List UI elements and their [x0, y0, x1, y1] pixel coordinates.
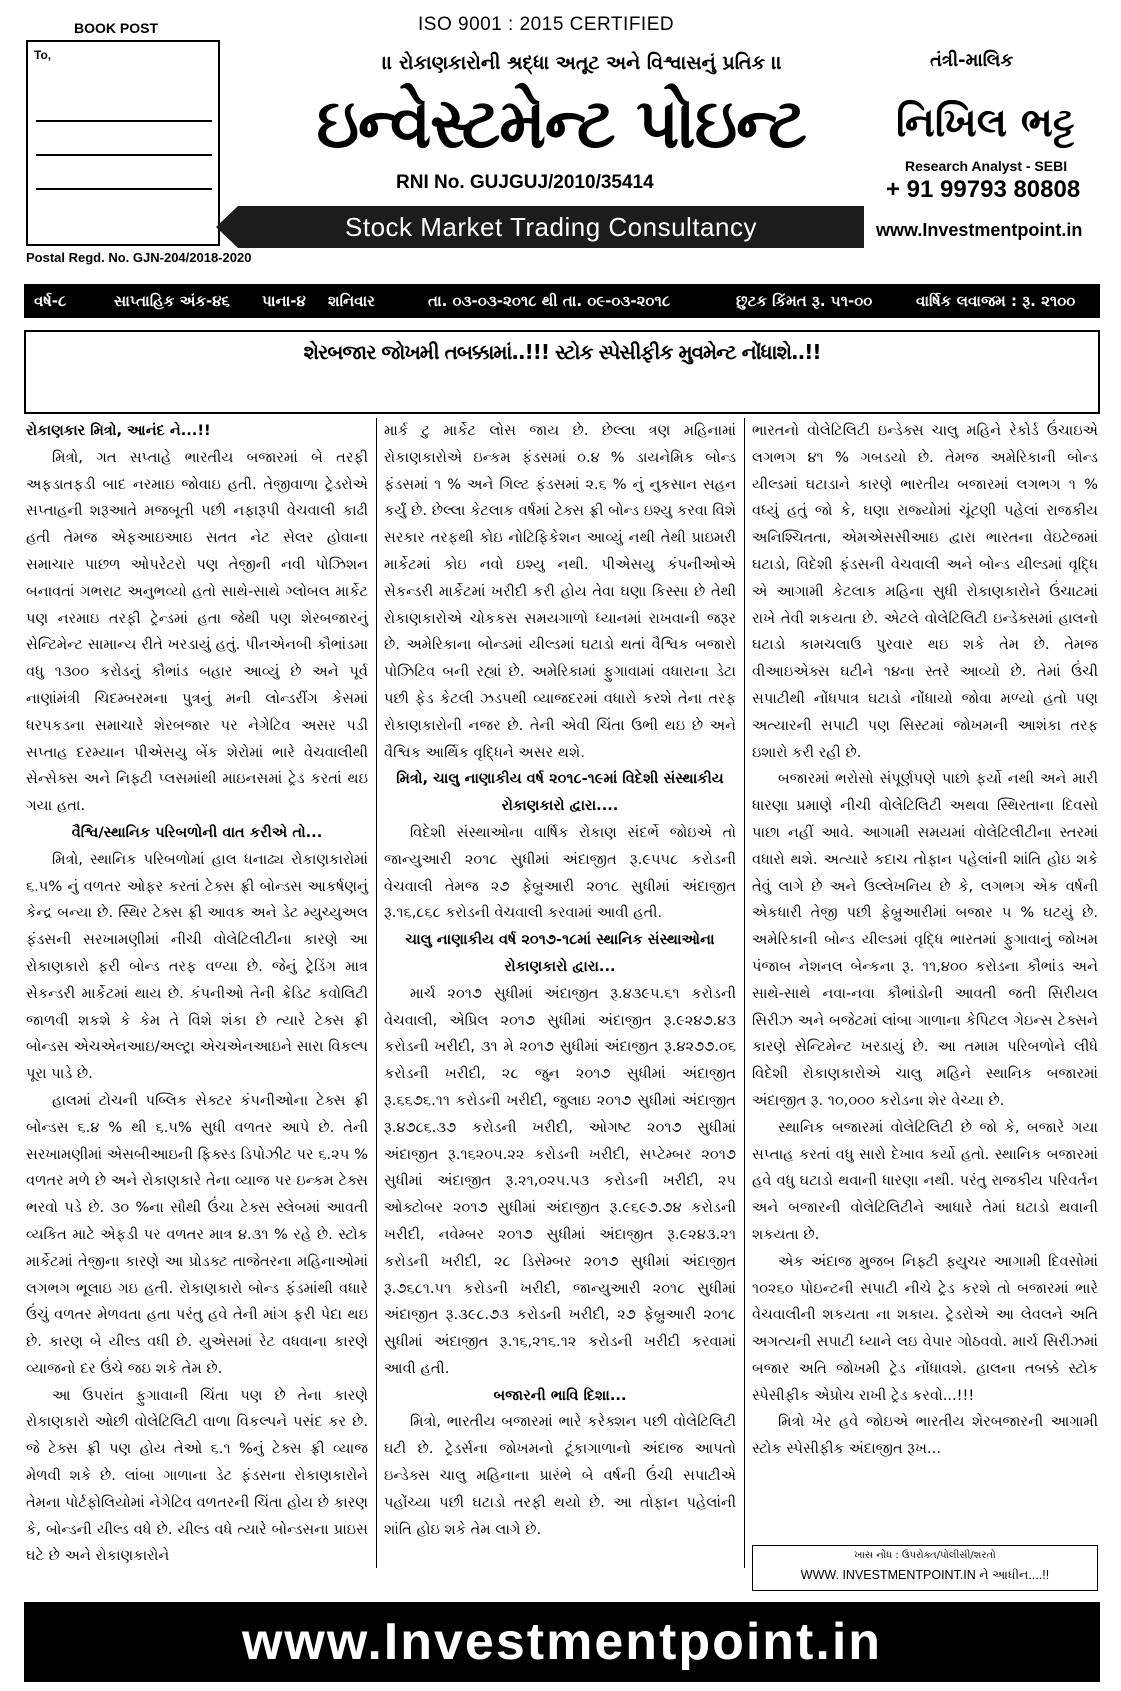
analyst-credential: Research Analyst - SEBI [905, 158, 1068, 174]
paragraph: વિદેશી સંસ્થાઓના વાર્ષિક રોકાણ સંદર્ભે જોઇએ તો જાન્યુઆરી ૨૦૧૮ સુધીમાં અંદાજીત રૂ.૯૫૫૮ કરોડની વેચવાલી તેમજ ૨૭ ફેબ્રુઆરી ૨૦૧૮ સુધીમાં અંદાજીત રૂ.૧૬,૮૬૮ કરોડની વેચવાલી કરવામાં આવી હતી. [384, 823, 736, 922]
address-line [36, 188, 212, 190]
banner-text: Stock Market Trading Consultancy [345, 211, 757, 242]
paragraph: મિત્રો, ભારતીય બજારમાં ભારે કરેક્શન પછી વોલેટિલિટી ઘટી છે. ટ્રેડર્સના જોખમનો ટૂંકાગાળાનો અંદાજ આપતો ઇન્ડેક્સ ચાલુ મહિનાના પ્રારંભે બે વર્ષની ઉંચી સપાટીએ પહોંચ્યા પછી ઘટાડો તરફી થયો છે. આ તોફાન પહેલાંની શાંતિ હોઇ શકે તેમ લાગે છે. [384, 1413, 736, 1538]
greeting: રોકાણકાર મિત્રો, આનંદ ને...!! [26, 422, 211, 439]
annual-subscription: વાર્ષિક લવાજમ : રૂ. ૨૧૦૦ [916, 292, 1076, 310]
footer-website-link[interactable]: www.Investmentpoint.in [241, 1613, 883, 1671]
subheading: ચાલુ નાણાકીય વર્ષ ૨૦૧૭-૧૮માં સ્થાનિક સંસ્થાઓના રોકાણકારો દ્વારા... [405, 931, 715, 975]
address-line [36, 120, 212, 122]
paragraph: મિત્રો, સ્થાનિક પરિબળોમાં હાલ ધનાઢ્ય રોકાણકારોમાં ૬.૫% નું વળતર ઓફર કરતાં ટેક્સ ફ્રી બોન્ડસ આકર્ષણનું કેન્દ્ર બન્યા છે. સ્થિર ટેક્સ ફ્રી આવક અને ડેટ મ્યુચ્યુઅલ ફંડસની સરખામણીમાં નીચી વોલેટિલીટીના કારણે આ રોકાણકારો ફરી બોન્ડ તરફ વળ્યા છે. જેનું ટ્રેડિંગ માત્ર સેકન્ડરી માર્કેટમાં થાય છે. કંપનીઓ તેની ક્રેડિટ કવોલિટી જાળવી શકશે કે કેમ તે વિશે શંકા છે ત્યારે ટેક્સ ફ્રી બોન્ડસ એચએનઆઇ/અલ્ટ્રા એચએનઆઇને સારા વિકલ્પ પૂરા પાડે છે. [26, 850, 368, 1083]
paragraph: માર્ચ ૨૦૧૭ સુધીમાં અંદાજીત રૂ.૪૩૯૫.૬૧ કરોડની વેચવાલી, એપ્રિલ ૨૦૧૭ સુધીમાં અંદાજીત રૂ.૯૨૪૭.૪૩ કરોડની ખરીદી, ૩૧ મે ૨૦૧૭ સુધીમાં અંદાજીત રૂ.૪૨૭૭.૦૬ કરોડની ખરીદી, ૨૮ જુન ૨૦૧૭ સુધીમાં અંદાજીત રૂ.૬૬૭૬.૧૧ કરોડની ખરીદી, જુલાઇ ૨૦૧૭ સુધીમાં અંદાજીત રૂ.૪૭૮૬.૩૭ કરોડની ખરીદી, ઓગષ્ટ ૨૦૧૭ સુધીમાં અંદાજીત રૂ.૧૬૨૦૫.૨૨ કરોડની ખરીદી, સપ્ટેમ્બર ૨૦૧૭ સુધીમાં અંદાજીત રૂ.૨૧,૦૨૫.૫૩ કરોડની ખરીદી, ૨૫ ઓક્ટોબર ૨૦૧૭ સુધીમાં અંદાજીત રૂ.૯૬૯૭.૭૪ કરોડની ખરીદી, નવેમ્બર ૨૦૧૭ સુધીમાં અંદાજીત રૂ.૯૨૪૩.૨૧ કરોડની ખરીદી, ૨૮ ડિસેમ્બર ૨૦૧૭ સુધીમાં અંદાજીત રૂ.૭૬૮૧.૫૧ કરોડની ખરીદી, જાન્યુઆરી ૨૦૧૮ સુધીમાં અંદાજીત રૂ.૩૯૮.૭૩ કરોડની ખરીદી, ૨૭ ફેબ્રુઆરી ૨૦૧૮ સુધીમાં અંદાજીત રૂ.૧૬,૨૧૬.૧૨ કરોડની ખરીદી કરવામાં આવી હતી. [384, 984, 736, 1377]
tagline: ।। રોકાણકારોની શ્રદ્ધા અતૂટ અને વિશ્વાસનું પ્રતિક ।। [382, 52, 782, 74]
issue-info-bar [24, 284, 1100, 318]
paragraph: બજારમાં ભરોસો સંપૂર્ણપણે પાછો ફર્યો નથી અને મારી ધારણા પ્રમાણે નીચી વોલેટિલિટી અથવા સ્થિરતાના દિવસો પાછા નહીં આવે. આગામી સમયમાં વોલેટિલીટીના સ્તરમાં વધારો થશે. અત્યારે કદાચ તોફાન પહેલાંની શાંતિ હોઇ શકે તેવું લાગે છે અને ઉલ્લેખનિય છે કે, લગભગ એક વર્ષની એકધારી તેજી પછી ફેબ્રુઆરીમાં બજાર ૫ % ઘટયું છે. અમેરિકાની બોન્ડ યીલ્ડમાં વૃદ્ધિ ભારતમાં ફુગાવાનું જોખમ પંજાબ નેશનલ બેન્કના રૂ. ૧૧,૪૦૦ કરોડના કૌભાંડ અને સાથે-સાથે નવા-નવા કૌભાંડોની આવતી જતી સિરીયલ સિરીઝ અને બજેટમાં લાંબા ગાળાના કેપિટલ ગેઇન્સ ટેક્સને કારણે સેન્ટિમેન્ટ ખરડાયું છે. આ તમામ પરિબળોને લીધે વિદેશી રોકાણકારોએ ચાલુ મહિને સ્થાનિક બજારમાં અંદાજીત રૂ. ૧૦,૦૦૦ કરોડના શેર વેચ્યા છે. [752, 770, 1098, 1109]
subheading: વૈશ્વિ/સ્થાનિક પરિબળોની વાત કરીએ તો... [71, 823, 323, 841]
editor-name: નિખિલ ભટ્ટ [896, 100, 1075, 146]
address-line [36, 154, 212, 156]
paragraph: મિત્રો ખેર હવે જોઇએ ભારતીય શેરબજારની આગામી સ્ટોક સ્પેસીફીક અંદાજીત રૂખ... [752, 1413, 1098, 1458]
special-note-website: WWW. INVESTMENTPOINT.IN ને આધીન....!! [800, 1568, 1050, 1582]
editor-role: તંત્રી-માલિક [930, 50, 1014, 71]
special-note: ખાસ નોંધ : ઉપરોક્ત/પોલીસી/શરતો [854, 1550, 996, 1561]
iso-certification: ISO 9001 : 2015 CERTIFIED [418, 14, 675, 35]
newspaper-title: ઇન્વેસ્ટમેન્ટ પોઇન્ટ [316, 83, 806, 164]
article-column-1 [26, 418, 368, 1570]
paragraph: આ ઉપરાંત ફુગાવાની ચિંતા પણ છે તેના કારણે રોકાણકારો ઓછી વોલેટિલિટી વાળા વિકલ્પને પસંદ કર છે. જે ટેક્સ ફ્રી પણ હોય તેઓ ૬.૧ %નું ટેક્સ ફ્રી વ્યાજ મેળવી શકે છે. લાંબા ગાળાના ડેટ ફંડસના રોકાણકારોને તેમના પોર્ટફોલિયોમાં નેગેટિવ વળતરની ચિંતા હોય છે કારણ કે, બોન્ડની યીલ્ડ વધે છે. યીલ્ડ વધે ત્યારે બોન્ડસના પ્રાઇસ ઘટે છે અને રોકાણકારોને [26, 1386, 368, 1565]
paragraph: માર્ક ટુ માર્કેટ લોસ જાય છે. છેલ્લા ત્રણ મહિનામાં રોકાણકારોએ ઇન્કમ ફંડસમાં ૦.૪ % ડાયનેમિક બોન્ડ ફંડસમાં ૧ % અને ગિલ્ટ ફંડસમાં ૨.૬ % નું નુકસાન સહન કર્યું છે. છેલ્લા કેટલાક વર્ષમાં ટેક્સ ફ્રી બોન્ડ ઇશ્યુ કરવા વિશે સરકાર તરફથી કોઇ નોટિફિકેશન આવ્યું નથી તેથી પ્રાઇમરી માર્કેટમાં કોઇ નવો ઇશ્યુ નથી. પીએસયુ કંપનીઓએ સેકન્ડરી માર્કેટમાં ખરીદી કરી હોય તેવા ઘણા કિસ્સા છે તેથી રોકાણકારોએ ચોકકસ સમયગાળો ધ્યાનમાં રાખવાની જરૂર છે. અમેરિકાના બોન્ડમાં યીલ્ડમાં ઘટાડો થતાં વૈશ્વિક બજારો પોઝિટિવ બની રહ્યાં છે. અમેરિકામાં ફુગાવામાં વધારાના ડેટા પછી ફેડ કેટલી ઝડપથી વ્યાજદરમાં વધારો કરશે તેના તરફ રોકાણકારોની નજર છે. તેની એવી ચિંતા ઉભી થઇ છે અને વૈશ્વિક આર્થિક વૃદ્ધિને અસર થશે. [384, 422, 736, 761]
footer-banner [24, 1602, 1100, 1682]
website-link[interactable]: www.Investmentpoint.in [876, 220, 1083, 240]
subheading: બજારની ભાવિ દિશા... [493, 1386, 627, 1404]
paragraph: મિત્રો, ગત સપ્તાહે ભારતીય બજારમાં બે તરફી અફડાતફડી બાદ નરમાઇ જોવાઇ હતી. તેજીવાળા ટ્રેડરોએ સપ્તાહની શરૂઆતે મજબૂતી પછી નફારૂપી વેચવાલી કાઢી હતી તેમજ એફઆઇઆઇ સતત નેટ સેલર હોવાના સમાચાર પાછળ ઓપરેટરો પણ તેજીની નવી પોઝિશન બનાવતાં ગભરાટ અનુભવ્યો હતો સાથે-સાથે ગ્લોબલ માર્કેટ પણ નરમાઇ તરફી ટ્રેન્ડમાં હતા જેથી પણ શેરબજારનું સેન્ટિમેન્ટ સામાન્ય રીતે ખરડાયું હતું. પીનએનબી કૌભાંડમા વધુ ૧૩૦૦ કરોડનું કૌભાંડ બહાર આવ્યું છે અને પૂર્વ નાણાંમંત્રી ચિદમ્બરમના પુત્રનું મની લોન્ડરીંગ કેસમાં ધરપકડના સમાચારે શેરબજાર પર નેગેટિવ અસર પડી સપ્તાહ દરમ્યાન પીએસયુ બેંક શેરોમાં ભારે વેચવાલીથી સેન્સેક્સ અને નિફ્ટી પ્લસમાંથી માઇનસમાં ટ્રેડ કરતાં થઇ ગયા હતા. [26, 448, 368, 815]
book-post-label: BOOK POST [74, 20, 159, 36]
article-column-2 [384, 418, 736, 1543]
column-divider [744, 418, 745, 1568]
retail-price: છુટક કિંમત રૂ. ૫૧-૦૦ [736, 292, 873, 310]
main-headline: શેરબજાર જોખમી તબક્કામાં..!!! સ્ટોક સ્પેસીફીક મુવમેન્ટ નોંધાશે..!! [303, 340, 821, 364]
headline-box [24, 330, 1100, 414]
paragraph: સ્થાનિક બજારમાં વોલેટિલિટી છે જો કે, બજારે ગયા સપ્તાહ કરતાં વધુ સારો દેખાવ કર્યો હતો. સ્થાનિક બજારમાં હવે વધુ ઘટાડો થવાની ધારણા નથી. પરંતુ રાજકીય પરિવર્તન અને બજારની વોલેટિલિટીને આધારે તેમાં ઘટાડો થવાની શકયતા છે. [752, 1118, 1098, 1243]
issue-dates: તા. ૦૩-૦૩-૨૦૧૮ થી તા. ૦૯-૦૩-૨૦૧૮ [428, 292, 671, 310]
article-column-3 [752, 418, 1098, 1463]
weekday: શનિવાર [328, 292, 375, 310]
special-note-box [752, 1545, 1098, 1591]
postal-regd: Postal Regd. No. GJN-204/2018-2020 [26, 250, 252, 265]
to-label: To, [34, 48, 52, 62]
rni-number: RNI No. GUJGUJ/2010/35414 [396, 172, 654, 193]
consultancy-banner [238, 206, 864, 248]
subheading: મિત્રો, ચાલુ નાણાકીય વર્ષ ૨૦૧૮-૧૯માં વિદેશી સંસ્થાકીય રોકાણકારો દ્વારા.... [396, 770, 724, 815]
paragraph: ભારતનો વોલેટિલિટી ઇન્ડેક્સ ચાલુ મહિને રેકોર્ડ ઉંચાઇએ લગભગ ૪૧ % ગબડયો છે. તેમજ અમેરિકાની બોન્ડ યીલ્ડમાં ઘટાડાને કારણે ભારતીય બજારમાં લગભગ ૧ % વધ્યું હતું જો કે, ઘણા રાજ્યોમાં ચૂંટણી પહેલાં રાજકીય અનિશ્ચિતતા, એમએસસીઆઇ દ્વારા ભારતના વેઇટેજમાં ઘટાડો, વિદેશી ફંડસની વેચવાલી અને બોન્ડ યીલ્ડમાં વૃદ્ધિ એ આગામી કેટલાક મહિના સુધી રોકાણકારોને ઉંચાટમાં રાખે તેવી શકયતા છે. એટલે વોલેટિલિટી ઇન્ડેક્સમાં હાલનો ઘટાડો કામચલાઉ પુરવાર થઇ શકે તેમ છે. તેમજ વીઆઇએક્સ ઘટીને ૧૪ના સ્તરે આવ્યો છે. તેમાં ઉંચી સપાટીથી નોંધપાત્ર ઘટાડો નોંધાયો જોવા મળ્યો હતો પણ અત્યારની સપાટી પણ સિસ્ટમાં જોખમની આશંકા તરફ ઇશારો કરી રહી છે. [752, 422, 1098, 761]
paragraph: હાલમાં ટોચની પબ્લિક સેક્ટર કંપનીઓના ટેક્સ ફ્રી બોન્ડસ ૬.૪ % થી ૬.૫% સુધી વળતર આપે છે. તેની સરખામણીમાં એસબીઆઇની ફિક્સ્ડ ડિપોઝીટ પર ૬.૨૫ % વળતર મળે છે અને રોકાણકારે તેના વ્યાજ પર ઇન્કમ ટેક્સ ભરવો પડે છે. ૩૦ %ના સૌથી ઉંચા ટેક્સ સ્લેબમાં આવતી વ્યકિત માટે એફડી પર વળતર માત્ર ૪.૩૧ % રહે છે. સ્ટોક માર્કેટમાં તેજીના કારણે આ પ્રોડક્ટ તાજેતરના મહિનાઓમાં લગભગ ભૂલાઇ ગઇ હતી. રોકાણકારો બોન્ડ ફંડમાંથી વધારે ઉંચું વળતર મેળવતા હતા પરંતુ હવે તેની માંગ ફરી પેદા થઇ છે. કારણ બે યીલ્ડ વધી છે. યુએસમાં રેટ વધવાના કારણે વ્યાજનો દર ઉંચે જઇ શકે તેમ છે. [26, 1091, 368, 1377]
column-divider [376, 418, 377, 1568]
volume-year: વર્ષ-૮ [34, 292, 67, 310]
address-box [26, 40, 220, 246]
paragraph: એક અંદાજ મુજબ નિફ્ટી ફ્યુચર આગામી દિવસોમાં ૧૦૨૬૦ પોઇન્ટની સપાટી નીચે ટ્રેડ કરશે તો બજારમાં ભારે વેચવાલીની શકયતા ના શકાય. ટ્રેડરોએ આ લેવલને અતિ અગત્યની સપાટી ધ્યાને લઇ વેપાર ગોઠવવો. માર્ચ સિરીઝમાં બજાર અતિ જોખમી ટ્રેડ નોંધાવશે. હાલના તબક્કે સ્ટોક સ્પેસીફીક એપ્રોચ રાખી ટ્રેડ કરવો...!!! [752, 1252, 1098, 1404]
issue-number: સાપ્તાહિક અંક-૪૬ [114, 292, 230, 310]
page-count: પાના-૪ [262, 292, 306, 310]
phone-number: + 91 99793 80808 [886, 176, 1081, 203]
